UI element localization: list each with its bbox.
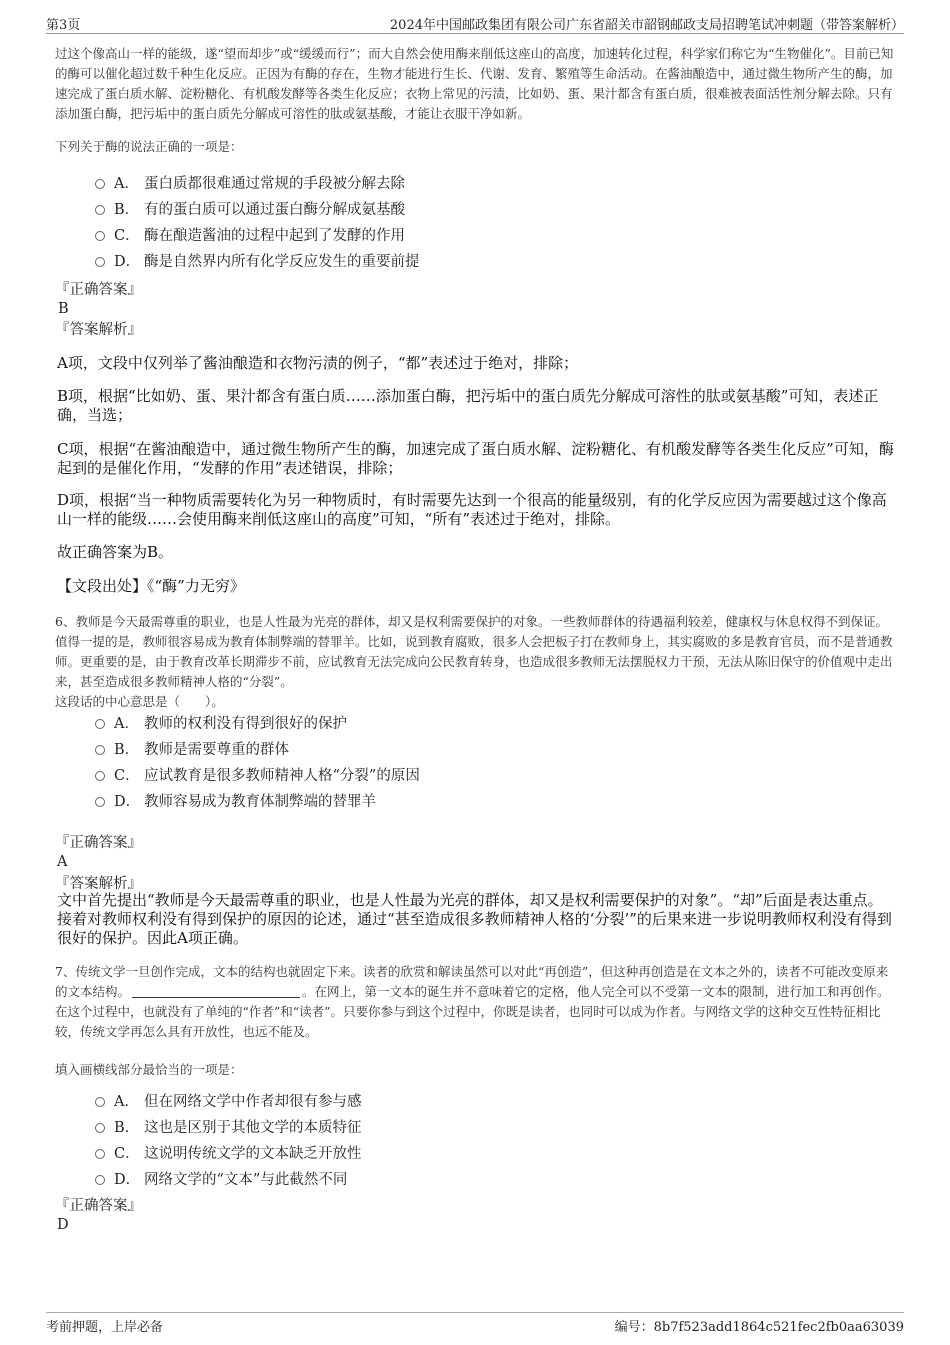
option-text: 这也是区别于其他文学的本质特征 [144,1120,362,1136]
q7-answer: D [57,1217,69,1233]
q5-analysis-label: 『答案解析』 [55,322,142,338]
q5-analysis-c: C项，根据“在酱油酿造中，通过微生物所产生的酶，加速完成了蛋白质水解、淀粉糖化、有机酸发酵等各类生化反应”可知，酶起到的是催化作用，“发酵的作用”表述错误，排除； [57,440,894,477]
q6-option-d[interactable] [95,789,420,815]
option-text: 酶在酿造酱油的过程中起到了发酵的作用 [144,228,405,244]
q5-conclusion: 故正确答案为B。 [57,543,174,561]
radio-icon[interactable] [95,745,105,755]
q7-passage [55,962,895,1042]
option-text: 蛋白质都很难通过常规的手段被分解去除 [144,176,405,192]
radio-icon[interactable] [95,231,105,241]
q6-options [95,711,420,815]
q6-analysis: 文中首先提出“教师是今天最需尊重的职业，也是人性最为光亮的群体，却又是权利需要保护的对象”。“却”后面是表达重点。接着对教师权利没有得到保护的原因的论述，通过“甚至造成很多教师精神人格的‘分裂’”的后果来进一步说明教师权利没有得到很好的保护。因此A项正确。 [57,891,892,947]
option-letter: D． [114,794,141,810]
option-letter: C． [114,228,140,244]
q7-question: 填入画横线部分最恰当的一项是： [55,1062,243,1077]
page-number: 第3页 [46,18,81,33]
q5-option-a[interactable] [95,171,420,197]
q5-source: 【文段出处】《“酶”力无穷》 [57,577,245,595]
radio-icon[interactable] [95,719,105,729]
option-letter: B． [114,742,140,758]
option-letter: C． [114,768,140,784]
footer-slogan: 考前押题，上岸必备 [46,1320,164,1335]
footer-divider [46,1312,904,1313]
radio-icon[interactable] [95,1123,105,1133]
radio-icon[interactable] [95,797,105,807]
option-letter: B． [114,1120,140,1136]
q6-option-a[interactable] [95,711,420,737]
q5-analysis-d: D项，根据“当一种物质需要转化为另一种物质时，有时需要先达到一个很高的能量级别，有的化学反应因为需要越过这个像高山一样的能级……会使用酶来削低这座山的高度”可知，“所有”表述过于绝对，排除。 [57,491,887,528]
q5-passage: 过这个像高山一样的能级，遂“望而却步”或“缓缓而行”；而大自然会使用酶来削低这座山的高度，加速转化过程，科学家们称它为“生物催化”。目前已知的酶可以催化超过数千种生化反应。正因为有酶的存在，生物才能进行生长、代谢、发育、繁殖等生命活动。在酱油酿造中，通过微生物所产生的酶，加速完成了蛋白质水解、淀粉糖化、有机酸发酵等各类生化反应；衣物上常见的污渍，比如奶、蛋、果汁都含有蛋白质，很难被表面活性剂分解去除。只有添加蛋白酶，把污垢中的蛋白质先分解成可溶性的肽或氨基酸，才能让衣服干净如新。 [55,46,894,121]
q7-options [95,1089,362,1193]
option-text: 应试教育是很多教师精神人格“分裂”的原因 [144,768,420,784]
q7-passage-after: 。在网上，第一文本的诞生并不意味着它的定格，他人完全可以不受第一文本的限制，进行加工和再创作。在这个过程中，也就没有了单纯的“作者”和“读者”。只要你参与到这个过程中，你既是读者，也同时可以成为作者。与网络文学的这种交互性特征相比较，传统文学再怎么具有开放性，也远不能及。 [55,984,890,1039]
option-letter: A． [114,176,139,192]
document-id: 编号：8b7f523add1864c521fec2fb0aa63039 [614,1320,904,1335]
radio-icon[interactable] [95,771,105,781]
q5-answer-label: 『正确答案』 [55,282,142,298]
radio-icon[interactable] [95,1175,105,1185]
option-letter: A． [114,716,139,732]
option-text: 教师是需要尊重的群体 [144,742,289,758]
fill-in-blank [132,985,300,998]
header-divider [46,33,904,34]
q5-option-c[interactable] [95,223,420,249]
q5-option-b[interactable] [95,197,420,223]
q6-analysis-label: 『答案解析』 [55,876,142,892]
radio-icon[interactable] [95,1149,105,1159]
radio-icon[interactable] [95,257,105,267]
q7-option-c[interactable] [95,1141,362,1167]
option-text: 网络文学的“文本”与此截然不同 [144,1172,348,1188]
radio-icon[interactable] [95,205,105,215]
document-title: 2024年中国邮政集团有限公司广东省韶关市韶钢邮政支局招聘笔试冲刺题（带答案解析） [389,18,904,33]
q5-options [95,171,420,275]
q7-option-a[interactable] [95,1089,362,1115]
q6-question: 这段话的中心意思是（ ）。 [55,694,224,709]
q6-option-c[interactable] [95,763,420,789]
radio-icon[interactable] [95,179,105,189]
option-letter: B． [114,202,140,218]
q7-answer-label: 『正确答案』 [55,1198,142,1214]
q5-question: 下列关于酶的说法正确的一项是： [55,139,243,154]
option-text: 但在网络文学中作者却很有参与感 [144,1094,362,1110]
radio-icon[interactable] [95,1097,105,1107]
option-text: 这说明传统文学的文本缺乏开放性 [144,1146,362,1162]
option-text: 酶是自然界内所有化学反应发生的重要前提 [144,254,420,270]
q6-answer-label: 『正确答案』 [55,835,142,851]
option-text: 有的蛋白质可以通过蛋白酶分解成氨基酸 [144,202,405,218]
option-text: 教师容易成为教育体制弊端的替罪羊 [144,794,376,810]
q5-answer: B [58,301,69,317]
q6-answer: A [57,854,68,870]
option-letter: D． [114,254,141,270]
q6-passage: 6、教师是今天最需尊重的职业，也是人性最为光亮的群体，却又是权利需要保护的对象。一些教师群体的待遇福利较差，健康权与休息权得不到保证。值得一提的是，教师很容易成为教育体制弊端的替罪羊。比如，说到教育腐败，很多人会把板子打在教师身上，其实腐败的多是教育官员，而不是普通教师。更重要的是，由于教育改革长期滞步不前，应试教育无法完成向公民教育转身，也造成很多教师无法摆脱权力干预，无法从陈旧保守的价值观中走出来，甚至造成很多教师精神人格的“分裂”。 [55,614,893,689]
q5-option-d[interactable] [95,249,420,275]
q7-option-b[interactable] [95,1115,362,1141]
option-letter: A． [114,1094,139,1110]
option-letter: D． [114,1172,141,1188]
option-letter: C． [114,1146,140,1162]
q5-analysis-a: A项，文段中仅列举了酱油酿造和衣物污渍的例子，“都”表述过于绝对，排除； [57,354,579,372]
q7-option-d[interactable] [95,1167,362,1193]
q7-passage-before: 7、传统文学一旦创作完成，文本的结构也就固定下来。读者的欣赏和解读虽然可以对此“再创造”，但这种再创造是在文本之外的，读者不可能改变原来的文本结构。 [55,964,889,999]
q6-option-b[interactable] [95,737,420,763]
option-text: 教师的权利没有得到很好的保护 [144,716,347,732]
q5-analysis-b: B项，根据“比如奶、蛋、果汁都含有蛋白质……添加蛋白酶，把污垢中的蛋白质先分解成可溶性的肽或氨基酸”可知，表述正确，当选； [57,387,879,424]
